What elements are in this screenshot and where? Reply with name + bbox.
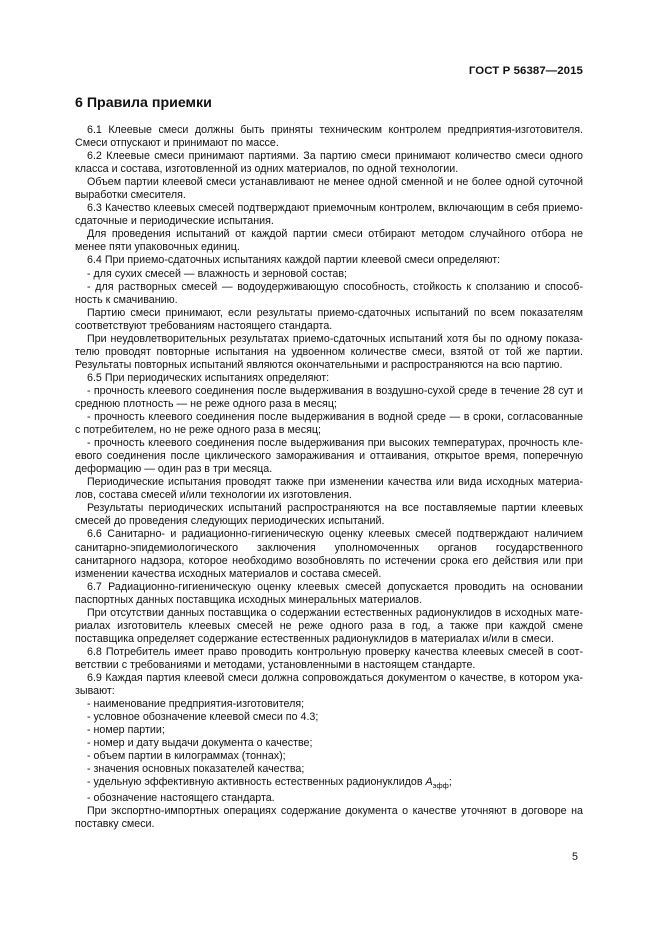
paragraph: - наименование предприятия-изготовителя; [87, 698, 305, 711]
paragraph: - для растворных смесей — водоудерживающую способность, стойкость к сползанию и способность к смачиванию. [75, 280, 583, 306]
paragraph: 6.7 Радиационно-гигиеническую оценку клеевых смесей допускается проводить на основании паспортных данных поставщика исходных минеральных материалов. [75, 580, 583, 606]
document-code: ГОСТ Р 56387—2015 [468, 65, 583, 77]
activity-text: - удельную эффективную активность естественных радионуклидов [87, 776, 426, 789]
activity-end: ; [448, 776, 452, 789]
paragraph: - для сухих смесей — влажность и зерновой состав; [87, 267, 347, 280]
paragraph: 6.4 При приемо-сдаточных испытаниях каждой партии клеевой смеси определяют: [87, 254, 501, 267]
section-body [75, 124, 583, 832]
paragraph: - номер и дату выдачи документа о качестве; [87, 737, 313, 750]
paragraph: - прочность клеевого соединения после выдерживания при высоких температурах, прочность клеевого соединения после циклического замораживания и оттаивания, открытое время, поперечную деформацию — один раз в три месяца. [75, 437, 583, 476]
paragraph: Для проведения испытаний от каждой партии смеси отбирают методом случайного отбора не менее пяти упаковочных единиц. [75, 228, 583, 254]
paragraph-activity [75, 776, 583, 792]
section-title: 6 Правила приемки [75, 95, 212, 111]
paragraph: - прочность клеевого соединения после выдерживания в водной среде — в сроки, согласованные с потребителем, но не реже одного раза в месяц; [75, 411, 583, 437]
paragraph: При экспортно-импортных операциях содержание документа о качестве уточняют в договоре на поставку смеси. [75, 805, 583, 831]
paragraph: - значения основных показателей качества; [87, 763, 305, 776]
activity-subscript: эфф [432, 781, 449, 791]
paragraph: Периодические испытания проводят также при изменении качества или вида исходных материалов, состава смесей и/или технологии их изготовления. [75, 476, 583, 502]
paragraph: 6.3 Качество клеевых смесей подтверждают приемочным контролем, включающим в себя приемо-сдаточные и периодические испытания. [75, 202, 583, 228]
paragraph: 6.5 При периодических испытаниях определяют: [87, 371, 330, 384]
paragraph: - прочность клеевого соединения после выдерживания в воздушно-сухой среде в течение 28 сут и среднюю плотность — не реже одного раза в месяц; [75, 384, 583, 410]
paragraph: - условное обозначение клеевой смеси по 4.3; [87, 711, 319, 724]
paragraph: 6.6 Санитарно- и радиационно-гигиеническую оценку клеевых смесей подтверждают наличием санитарно-эпидемиологического заключения уполномоченных органов государственного санитарного надзора, которое необходимо возобновлять по истечении срока его действия или при изменении качества исходных материалов и состава смесей. [75, 528, 583, 580]
page-number: 5 [572, 851, 578, 863]
paragraph: - номер партии; [87, 724, 165, 737]
paragraph: 6.2 Клеевые смеси принимают партиями. За партию смеси принимают количество смеси одного класса и состава, изготовленной из одних материалов, по одной технологии. [75, 150, 583, 176]
paragraph: 6.8 Потребитель имеет право проводить контрольную проверку качества клеевых смесей в соответствии с требованиями и методами, установленными в настоящем стандарте. [75, 645, 583, 671]
paragraph: Объем партии клеевой смеси устанавливают не менее одной сменной и не более одной суточной выработки смесителя. [75, 176, 583, 202]
paragraph: - объем партии в килограммах (тоннах); [87, 750, 286, 763]
paragraph: При неудовлетворительных результатах приемо-сдаточных испытаний хотя бы по одному показателю проводят повторные испытания на удвоенном количестве смеси, взятой от той же партии. Результаты повторных испытаний являются окончательными и распространяются на всю партию. [75, 332, 583, 371]
paragraph: Результаты периодических испытаний распространяются на все поставляемые партии клеевых смесей до проведения следующих периодических испытаний. [75, 502, 583, 528]
activity-symbol: A [425, 776, 433, 789]
paragraph: - обозначение настоящего стандарта. [87, 792, 275, 805]
paragraph: 6.1 Клеевые смеси должны быть приняты техническим контролем предприятия-изготовителя. Смеси отпускают и принимают по массе. [75, 124, 583, 150]
paragraph: Партию смеси принимают, если результаты приемо-сдаточных испытаний по всем показателям соответствуют требованиям настоящего стандарта. [75, 306, 583, 332]
paragraph: 6.9 Каждая партия клеевой смеси должна сопровождаться документом о качестве, в котором указывают: [75, 671, 583, 698]
paragraph: При отсутствии данных поставщика о содержании естественных радионуклидов в исходных материалах изготовитель клеевых смесей не реже одного раза в год, а также при каждой смене поставщика определяет содержание естественных радионуклидов в материалах и/или в смеси. [75, 606, 583, 645]
